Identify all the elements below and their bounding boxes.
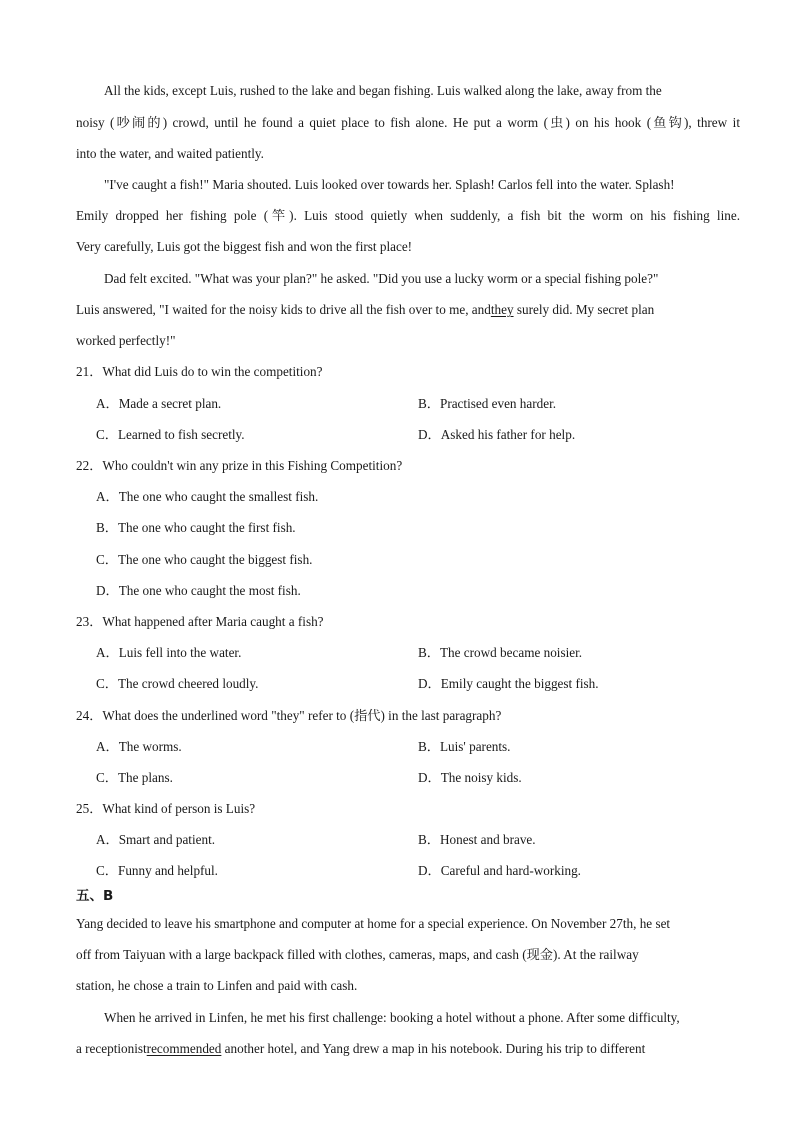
passage-a-p3-line-3: worked perfectly!" — [76, 333, 176, 348]
question-25-option-c: C．Funny and helpful. — [96, 863, 218, 878]
passage-a-p3-line-1: Dad felt excited. "What was your plan?" he asked. "Did you use a lucky worm or a special fishing pole?" — [104, 271, 659, 286]
question-25-option-b: B．Honest and brave. — [418, 832, 536, 847]
question-21-option-d: D．Asked his father for help. — [418, 427, 576, 442]
question-22-option-b: B．The one who caught the first fish. — [96, 520, 296, 535]
p3-line2-after: surely did. My secret plan — [513, 302, 655, 317]
question-22-option-a: A．The one who caught the smallest fish. — [96, 489, 319, 504]
question-23-option-c: C．The crowd cheered loudly. — [96, 676, 259, 691]
underlined-word-they: they — [490, 302, 514, 317]
passage-a-p2-line-1: "I've caught a fish!" Maria shouted. Luis looked over towards her. Splash! Carlos fell into the water. Splash! — [104, 177, 675, 192]
passage-a-p1-line-3: into the water, and waited patiently. — [76, 146, 264, 161]
passage-a-p2-line-2: Emily dropped her fishing pole (竿). Luis stood quietly when suddenly, a fish bit the worm on his fishing line. — [76, 208, 740, 223]
question-21-option-a: A．Made a secret plan. — [96, 396, 222, 411]
question-24-option-c: C．The plans. — [96, 770, 173, 785]
question-25-stem: 25．What kind of person is Luis? — [76, 801, 256, 816]
question-23-option-a: A．Luis fell into the water. — [96, 645, 242, 660]
question-22-option-c: C．The one who caught the biggest fish. — [96, 552, 313, 567]
question-23-option-b: B．The crowd became noisier. — [418, 645, 583, 660]
passage-a-p1-line-2: noisy (吵闹的) crowd, until he found a quiet place to fish alone. He put a worm (虫) on his hook (鱼钩), threw it — [76, 115, 740, 130]
question-21-option-c: C．Learned to fish secretly. — [96, 427, 245, 442]
question-21-stem: 21．What did Luis do to win the competition? — [76, 364, 323, 379]
question-23-stem: 23．What happened after Maria caught a fish? — [76, 614, 324, 629]
section-b-p1-line-3: station, he chose a train to Linfen and paid with cash. — [76, 978, 358, 993]
question-22-option-d: D．The one who caught the most fish. — [96, 583, 301, 598]
section-b-p2-line2-before: a receptionist — [76, 1041, 147, 1056]
question-24-option-d: D．The noisy kids. — [418, 770, 522, 785]
question-25-option-a: A．Smart and patient. — [96, 832, 216, 847]
question-24-stem: 24．What does the underlined word "they" refer to (指代) in the last paragraph? — [76, 708, 502, 723]
section-b-p2-line2-after: another hotel, and Yang drew a map in his notebook. During his trip to different — [221, 1041, 646, 1056]
section-b-p2-line-1: When he arrived in Linfen, he met his first challenge: booking a hotel without a phone. After some difficulty, — [104, 1010, 680, 1025]
passage-a-p2-line-3: Very carefully, Luis got the biggest fish and won the first place! — [76, 239, 413, 254]
question-22-stem: 22．Who couldn't win any prize in this Fishing Competition? — [76, 458, 403, 473]
p3-line2-before: Luis answered, "I waited for the noisy kids to drive all the fish over to me, and — [76, 302, 491, 317]
section-b-heading: 五、B — [76, 888, 114, 904]
question-23-option-d: D．Emily caught the biggest fish. — [418, 676, 599, 691]
passage-a-p3-line-2 — [76, 301, 740, 319]
question-24-option-b: B．Luis' parents. — [418, 739, 511, 754]
section-b-p1-line-1: Yang decided to leave his smartphone and computer at home for a special experience. On November 27th, he set — [76, 916, 671, 931]
underlined-word-recommended: recommended — [146, 1041, 222, 1056]
question-24-option-a: A．The worms. — [96, 739, 182, 754]
section-b-p2-line-2 — [76, 1040, 740, 1058]
section-b-p1-line-2: off from Taiyuan with a large backpack filled with clothes, cameras, maps, and cash (现金). At the railway — [76, 947, 639, 962]
passage-a-p1-line-1: All the kids, except Luis, rushed to the lake and began fishing. Luis walked along the lake, away from the — [104, 83, 662, 98]
question-21-option-b: B．Practised even harder. — [418, 396, 557, 411]
question-25-option-d: D．Careful and hard-working. — [418, 863, 581, 878]
